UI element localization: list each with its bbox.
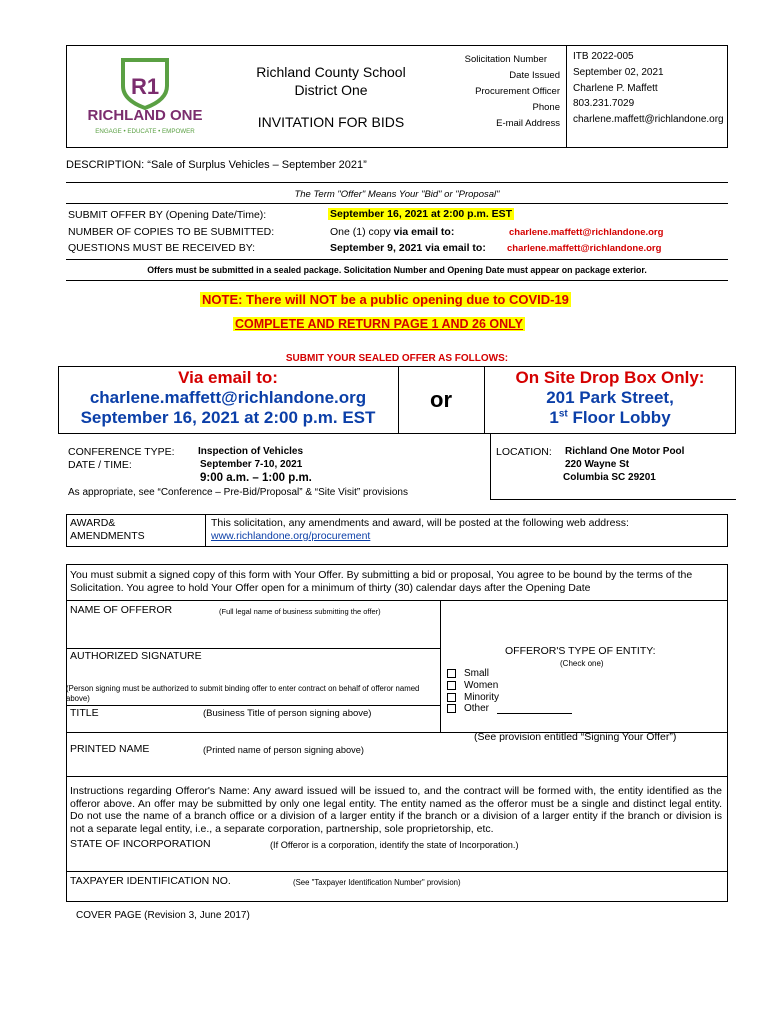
form-line-1 — [66, 600, 728, 601]
document-title: INVITATION FOR BIDS — [257, 114, 405, 130]
email-option-title: Via email to: — [178, 368, 278, 387]
drop-box-title: On Site Drop Box Only: — [515, 368, 705, 387]
cover-page-footer: COVER PAGE (Revision 3, June 2017) — [76, 910, 250, 921]
submit-offer-by-value: September 16, 2021 at 2:00 p.m. EST — [330, 208, 513, 220]
award-label-1: AWARD& — [70, 517, 116, 529]
location-name: Richland One Motor Pool — [565, 446, 685, 457]
conference-note: As appropriate, see “Conference – Pre-Bid/Proposal” & “Site Visit” provisions — [68, 487, 408, 498]
name-of-offeror-field[interactable] — [67, 617, 439, 647]
conference-time-value: 9:00 a.m. – 1:00 p.m. — [200, 472, 312, 484]
procurement-link[interactable]: www.richlandone.org/procurement — [211, 530, 371, 542]
copies-bold: via email to: — [393, 226, 455, 238]
richland-one-logo — [78, 56, 212, 138]
complete-return-notice: COMPLETE AND RETURN PAGE 1 AND 26 ONLY — [235, 317, 524, 331]
floor-number: 1 — [549, 408, 559, 427]
signature-hint: (Person signing must be authorized to submit binding offer to enter contract on behalf of offeror named above) — [66, 684, 420, 703]
phone-value: 803.231.7029 — [573, 98, 635, 109]
logo-mark-text: R1 — [130, 74, 160, 99]
small-checkbox[interactable] — [447, 669, 456, 678]
award-text: This solicitation, any amendments and award, will be posted at the following web address: — [211, 517, 629, 529]
conference-date-label: DATE / TIME: — [68, 459, 132, 471]
printed-name-hint: (Printed name of person signing above) — [203, 745, 364, 755]
other-label: Other — [464, 703, 490, 714]
name-of-offeror-hint: (Full legal name of business submitting the offer) — [219, 607, 381, 616]
conference-divider — [490, 434, 491, 499]
tin-field[interactable] — [67, 888, 727, 901]
entity-option-women[interactable] — [447, 680, 498, 691]
signature-label: AUTHORIZED SIGNATURE — [70, 650, 202, 662]
header-divider — [566, 45, 567, 148]
printed-name-label: PRINTED NAME — [70, 743, 150, 755]
divider-4 — [66, 280, 728, 281]
offeror-intro: You must submit a signed copy of this form with Your Offer. By submitting a bid or proposal, You agree to be bound by the terms of the Solicitation. You agree to hold Your Offer open for a minimum of thirty (30) calendar days after the Opening Date — [70, 569, 693, 594]
questions-value: September 9, 2021 via email to: — [330, 242, 486, 254]
divider-3 — [66, 259, 728, 260]
or-separator: or — [430, 387, 452, 412]
copies-prefix: One (1) copy — [330, 226, 394, 238]
entity-option-minority[interactable] — [447, 692, 499, 703]
logo-tagline-text: ENGAGE • EDUCATE • EMPOWER — [95, 128, 195, 135]
conference-type-label: CONFERENCE TYPE: — [68, 446, 175, 458]
small-label: Small — [464, 668, 490, 679]
questions-email[interactable]: charlene.maffett@richlandone.org — [507, 243, 662, 254]
award-label-2: AMENDMENTS — [70, 530, 145, 542]
other-entity-line[interactable] — [497, 713, 572, 714]
form-line-3 — [66, 705, 440, 706]
divider-1 — [66, 182, 728, 183]
other-checkbox[interactable] — [447, 704, 456, 713]
signing-offer-note: (See provision entitled “Signing Your Offer”) — [474, 731, 677, 743]
state-label: STATE OF INCORPORATION — [70, 838, 211, 850]
conference-date-value: September 7-10, 2021 — [200, 459, 303, 470]
title-hint: (Business Title of person signing above) — [203, 708, 372, 719]
location-label: LOCATION: — [496, 446, 552, 458]
entity-option-small[interactable] — [447, 668, 489, 679]
location-city: Columbia SC 29201 — [563, 472, 656, 483]
form-line-5 — [66, 776, 728, 777]
description-line: DESCRIPTION: “Sale of Surplus Vehicles – September 2021” — [66, 159, 367, 171]
sealed-package-note: Offers must be submitted in a sealed package. Solicitation Number and Opening Date must appear on package exterior. — [147, 265, 647, 275]
award-divider — [205, 514, 206, 547]
questions-label: QUESTIONS MUST BE RECEIVED BY: — [68, 242, 256, 254]
minority-label: Minority — [464, 692, 500, 703]
form-line-6 — [66, 871, 728, 872]
women-label: Women — [464, 680, 499, 691]
title-field[interactable] — [67, 720, 439, 740]
submit-offer-by-label: SUBMIT OFFER BY (Opening Date/Time): — [68, 209, 267, 221]
form-line-2 — [66, 648, 440, 649]
entity-type-hint: (Check one) — [560, 659, 604, 668]
solicitation-number-value: ITB 2022-005 — [573, 51, 634, 62]
location-street: 220 Wayne St — [565, 459, 630, 470]
conference-bottom — [490, 499, 736, 500]
procurement-officer-label: Procurement Officer — [475, 86, 560, 97]
form-vertical-divider — [440, 600, 441, 732]
state-hint: (If Offeror is a corporation, identify the state of Incorporation.) — [270, 840, 519, 850]
copies-value — [330, 226, 454, 238]
tin-hint: (See "Taxpayer Identification Number" provision) — [293, 878, 461, 887]
offeror-name-instructions: Instructions regarding Offeror's Name: Any award issued will be issued to, and the contract will be formed with, the entity identified as the offeror above. An offer may be submitted by only one legal entity. The entity named as the offeror must be a single and distinct legal entity. Do not use the name of a branch office or a division of a larger entity if the branch or a division of a larger entity if the branch or division is not a separate legal entity, i.e., a separate corporation, partnership, sole proprietorship, etc. — [70, 785, 722, 835]
org-name-line1: Richland County School — [256, 64, 406, 80]
org-name-line2: District One — [294, 82, 368, 98]
term-note: The Term "Offer" Means Your "Bid" or "Proposal" — [294, 189, 500, 200]
email-address-label: E-mail Address — [496, 118, 560, 129]
email-option-address[interactable]: charlene.maffett@richlandone.org — [89, 388, 367, 407]
drop-box-street: 201 Park Street, — [546, 388, 674, 407]
conference-type-value: Inspection of Vehicles — [198, 446, 304, 457]
divider-2 — [66, 203, 728, 204]
solicitation-number-label: Solicitation Number — [464, 54, 547, 65]
phone-label: Phone — [532, 102, 560, 113]
copies-label: NUMBER OF COPIES TO BE SUBMITTED: — [68, 226, 275, 238]
logo-name-text: RICHLAND ONE — [87, 107, 203, 124]
email-option-date: September 16, 2021 at 2:00 p.m. EST — [80, 408, 376, 427]
procurement-officer-value: Charlene P. Maffett — [573, 83, 658, 94]
state-field[interactable] — [67, 852, 727, 870]
entity-type-title: OFFEROR'S TYPE OF ENTITY: — [505, 645, 656, 657]
floor-rest: Floor Lobby — [567, 408, 671, 427]
tin-label: TAXPAYER IDENTIFICATION NO. — [70, 875, 231, 887]
email-address-value: charlene.maffett@richlandone.org — [573, 114, 724, 125]
covid-notice: NOTE: There will NOT be a public opening due to COVID-19 — [202, 292, 569, 307]
printed-name-field[interactable] — [67, 757, 727, 775]
drop-box-floor — [484, 408, 736, 428]
minority-checkbox[interactable] — [447, 693, 456, 702]
women-checkbox[interactable] — [447, 681, 456, 690]
date-issued-value: September 02, 2021 — [573, 67, 664, 78]
title-label: TITLE — [70, 707, 99, 719]
date-issued-label: Date Issued — [509, 70, 560, 81]
signature-field[interactable] — [67, 663, 439, 683]
floor-suffix: st — [558, 408, 568, 420]
sealed-offer-heading: SUBMIT YOUR SEALED OFFER AS FOLLOWS: — [285, 353, 509, 364]
entity-option-other[interactable] — [447, 703, 489, 714]
copies-email[interactable]: charlene.maffett@richlandone.org — [509, 227, 664, 238]
name-of-offeror-label: NAME OF OFFEROR — [70, 604, 173, 616]
